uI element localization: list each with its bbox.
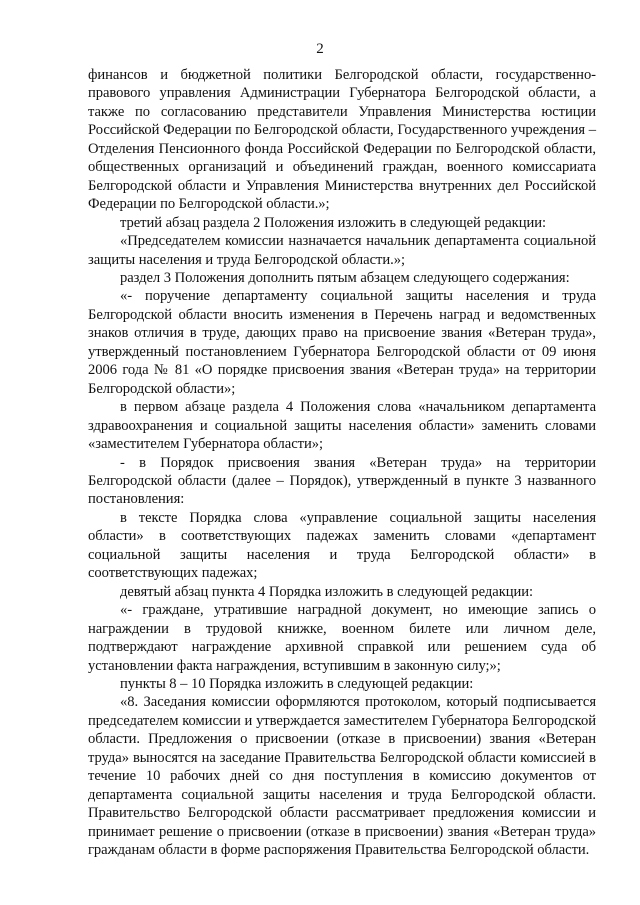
paragraph-10: «- граждане, утратившие наградной документ, но имеющие запись о награждении в трудовой книжке, военном билете или личном деле, подтверждают награждение архивной справкой или решением суда об установлении факта награждения, вступившим в законную силу;»; (88, 602, 596, 674)
page-number: 2 (316, 41, 324, 57)
paragraph-9: девятый абзац пункта 4 Порядка изложить в следующей редакции: (120, 583, 534, 600)
paragraph-4: раздел 3 Положения дополнить пятым абзацем следующего содержания: (120, 269, 570, 286)
paragraph-8: в тексте Порядка слова «управление социальной защиты населения области» в соответствующих падежах заменить словами «департамент социальной защиты населения и труда Белгородской области» в соответствующих падежах; (88, 509, 596, 582)
paragraph-2: третий абзац раздела 2 Положения изложить в следующей редакции: (120, 214, 546, 231)
paragraph-3: «Председателем комиссии назначается начальник департамента социальной защиты населения и труда Белгородской области.»; (88, 233, 596, 268)
paragraph-6: в первом абзаце раздела 4 Положения слова «начальником департамента здравоохранения и социальной защиты населения области» заменить словами «заместителем Губернатора области»; (88, 399, 596, 453)
paragraph-11: пункты 8 – 10 Порядка изложить в следующей редакции: (120, 675, 474, 692)
paragraph-12: «8. Заседания комиссии оформляются протоколом, который подписывается председателем комиссии и утверждается заместителем Губернатора Белгородской области. Предложения о присвоении (отказе в присвоении) звания «Ветеран труда» выносятся на заседание Правительства Белгородской области комиссией в течение 10 рабочих дней со дня поступления в комиссию документов от департамента социальной защиты населения и труда Белгородской области. Правительство Белгородской области рассматривает предложения комиссии и принимает решение о присвоении (отказе в присвоении) звания «Ветеран труда» гражданам области в форме распоряжения Правительства Белгородской области. (88, 694, 596, 859)
paragraph-1: финансов и бюджетной политики Белгородской области, государственно-правового управления Администрации Губернатора Белгородской области, а также по согласованию представители Управления Министерства юстиции Российской Федерации по Белгородской области, Государственного учреждения – Отделения Пенсионного фонда Российской Федерации по Белгородской области, общественных организаций и объединений граждан, военного комиссариата Белгородской области и Управления Министерства внутренних дел Российской Федерации по Белгородской области.»; (88, 67, 596, 213)
paragraph-5: «- поручение департаменту социальной защиты населения и труда Белгородской области вносить изменения в Перечень наград и ведомственных знаков отличия в труде, дающих право на присвоение звания «Ветеран труда», утвержденный постановлением Губернатора Белгородской области от 09 июня 2006 года № 81 «О порядке присвоения звания «Ветеран труда» на территории Белгородской области»; (88, 288, 596, 397)
paragraph-7: - в Порядок присвоения звания «Ветеран труда» на территории Белгородской области (далее – Порядок), утвержденный в пункте 3 названного постановления: (88, 454, 596, 508)
document-body (88, 66, 596, 859)
